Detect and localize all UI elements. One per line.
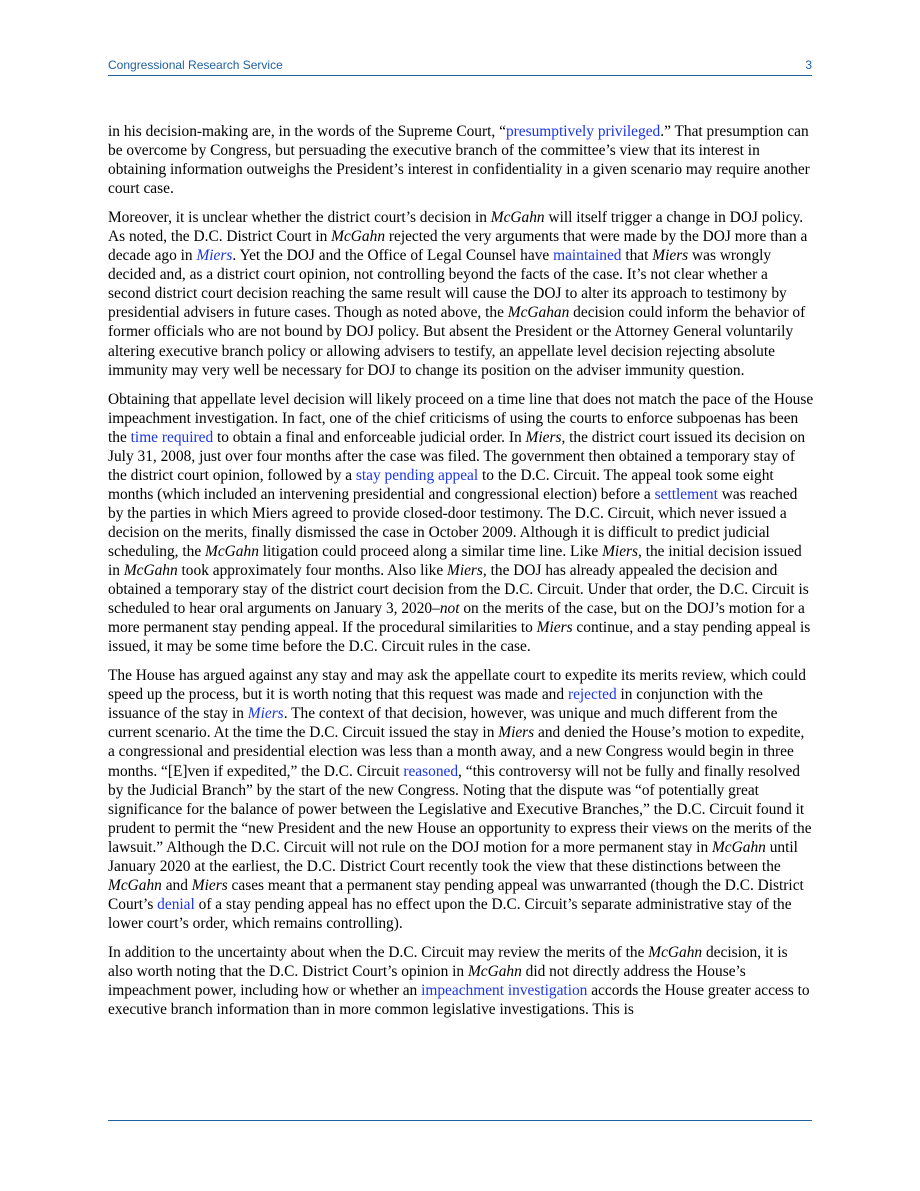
- case-name: McGahn: [123, 562, 178, 580]
- link-miers[interactable]: Miers: [247, 705, 284, 723]
- case-name: Miers: [536, 619, 573, 637]
- link-miers[interactable]: Miers: [196, 247, 233, 265]
- case-name: McGahn: [648, 943, 703, 961]
- text-span: .” That presumption can be overcome by Congress, but persuading the executive branch of the committee’s view that its interest in obtaining information outweighs the President’s interest in confidentiality in a given scenario may require another court case.: [108, 123, 810, 198]
- link-reasoned[interactable]: reasoned: [403, 762, 459, 780]
- text-span: of a stay pending appeal has no effect upon the D.C. Circuit’s separate administrative stay of the lower court’s order, which remains controlling).: [108, 895, 792, 932]
- text-span: until January 2020 at the earliest, the D.C. District Court recently took the view that these distinctions between the: [108, 838, 798, 875]
- case-name: Miers: [652, 247, 689, 265]
- text-span: cases meant that a permanent stay pending appeal was unwarranted (though the D.C. District Court’s: [108, 876, 804, 913]
- text-span: . The context of that decision, however, was unique and much different from the current scenario. At the time the D.C. Circuit issued the stay in: [108, 705, 778, 742]
- case-name: Miers: [525, 428, 562, 446]
- text-span: , the DOJ has already appealed the decision and obtained a temporary stay of the district court decision from the D.C. Circuit. Under that order, the D.C. Circuit is scheduled to hear oral arguments on January 3, 2020–: [108, 562, 809, 618]
- case-name: Miers: [191, 876, 228, 894]
- case-name: McGahn: [205, 542, 259, 560]
- case-name: Miers: [498, 724, 535, 742]
- text-span: accords the House greater access to executive branch information than in more common legislative investigations. This is: [108, 982, 810, 1019]
- text-span: to obtain a final and enforceable judicial order. In: [213, 428, 526, 446]
- text-span: in conjunction with the issuance of the stay in: [108, 686, 763, 723]
- paragraph-5: [108, 943, 814, 1019]
- link-denial[interactable]: denial: [157, 895, 195, 913]
- paragraph-2: [108, 208, 814, 379]
- page-number: 3: [805, 58, 812, 72]
- text-span: , “this controversy will not be fully and finally resolved by the Judicial Branch” by the start of the new Congress. Noting that the dispute was “of potentially great significance for the balance of power between the Legislative and Executive Branches,” the D.C. Circuit found it prudent to permit the “new President and the new House an opportunity to express their views on the merits of the lawsuit.” Although the D.C. Circuit will not rule on the DOJ motion for a more permanent stay in: [108, 762, 812, 856]
- text-span: and denied the House’s motion to expedite, a congressional and presidential election was less than a month away, and a new Congress would begin in three months. “[E]ven if expedited,” the D.C. Circuit: [108, 724, 805, 780]
- text-span: decision, it is also worth noting that the D.C. District Court’s opinion in: [108, 943, 788, 980]
- text-span: . Yet the DOJ and the Office of Legal Counsel have: [232, 247, 554, 265]
- link-time-required[interactable]: time required: [130, 428, 214, 446]
- case-name: McGahan: [507, 304, 570, 322]
- case-name: Miers: [447, 562, 483, 580]
- emphasis: not: [439, 600, 460, 618]
- link-rejected[interactable]: rejected: [567, 686, 617, 704]
- text-span: took approximately four months. Also like: [177, 562, 447, 580]
- case-name: McGahn: [108, 876, 162, 894]
- text-span: in his decision-making are, in the words of the Supreme Court, “: [108, 123, 506, 140]
- text-span: litigation could proceed along a similar time line. Like: [258, 542, 603, 560]
- text-span: was wrongly decided and, as a district court opinion, not controlling beyond the facts of the case. It’s not clear whether a second district court decision reaching the same result will cause the DOJ to alter its approach to testimony by presidential advisers in future cases. Though as noted above, the: [108, 247, 787, 322]
- text-span: , the district court issued its decision on July 31, 2008, just over four months after the case was filed. The government then obtained a temporary stay of the district court opinion, followed by a: [108, 428, 806, 484]
- link-stay-pending-appeal[interactable]: stay pending appeal: [355, 466, 479, 484]
- paragraph-4: [108, 666, 814, 933]
- document-body: [108, 122, 814, 1029]
- case-name: Miers: [602, 542, 639, 560]
- text-span: decision could inform the behavior of former officials who are not bound by DOJ policy. But absent the President or the Attorney General voluntarily altering executive branch policy or allowing advisers to testify, an appellate level decision rejecting absolute immunity may very well be necessary for DOJ to change its position on the adviser immunity question.: [108, 304, 806, 379]
- text-span: In addition to the uncertainty about when the D.C. Circuit may review the merits of the: [108, 943, 649, 961]
- link-settlement[interactable]: settlement: [654, 485, 718, 503]
- text-span: The House has argued against any stay and may ask the appellate court to expedite its merits review, which could speed up the process, but it is worth noting that this request was made and: [108, 667, 806, 704]
- case-name: McGahn: [331, 228, 386, 246]
- case-name: McGahn: [711, 838, 766, 856]
- text-span: , the initial decision issued in: [108, 542, 802, 580]
- text-span: was reached by the parties in which Miers agreed to provide closed-door testimony. The D.C. Circuit, which never issued a decision on the merits, finally dismissed the case in October 2009. Although it is difficult to predict judicial scheduling, the: [108, 485, 798, 560]
- paragraph-1: [108, 122, 814, 198]
- text-span: Moreover, it is unclear whether the district court’s decision in: [108, 209, 491, 227]
- text-span: continue, and a stay pending appeal is issued, it may be some time before the D.C. Circuit rules in the case.: [108, 619, 811, 656]
- case-name: McGahn: [467, 962, 522, 980]
- text-span: rejected the very arguments that were made by the DOJ more than a decade ago in: [108, 228, 808, 265]
- link-presumptively-privileged[interactable]: presumptively privileged: [505, 123, 661, 140]
- text-span: on the merits of the case, but on the DOJ’s motion for a more permanent stay pending appeal. If the procedural similarities to: [108, 600, 805, 637]
- case-name: McGahn: [490, 209, 545, 227]
- page-header: [108, 58, 812, 76]
- link-maintained[interactable]: maintained: [553, 247, 622, 265]
- text-span: to the D.C. Circuit. The appeal took some eight months (which included an intervening presidential and congressional election) before a: [108, 466, 774, 503]
- text-span: and: [161, 876, 192, 894]
- paragraph-3: [108, 390, 814, 657]
- header-publisher: Congressional Research Service: [108, 58, 283, 72]
- footer-divider: [108, 1120, 812, 1121]
- text-span: Obtaining that appellate level decision will likely proceed on a time line that does not match the pace of the House impeachment investigation. In fact, one of the chief criticisms of using the courts to enforce subpoenas has been the: [108, 390, 814, 446]
- text-span: that: [621, 247, 653, 265]
- text-span: will itself trigger a change in DOJ policy. As noted, the D.C. District Court in: [108, 209, 804, 246]
- link-impeachment-investigation[interactable]: impeachment investigation: [421, 982, 588, 1000]
- text-span: did not directly address the House’s impeachment power, including how or whether an: [108, 962, 746, 1000]
